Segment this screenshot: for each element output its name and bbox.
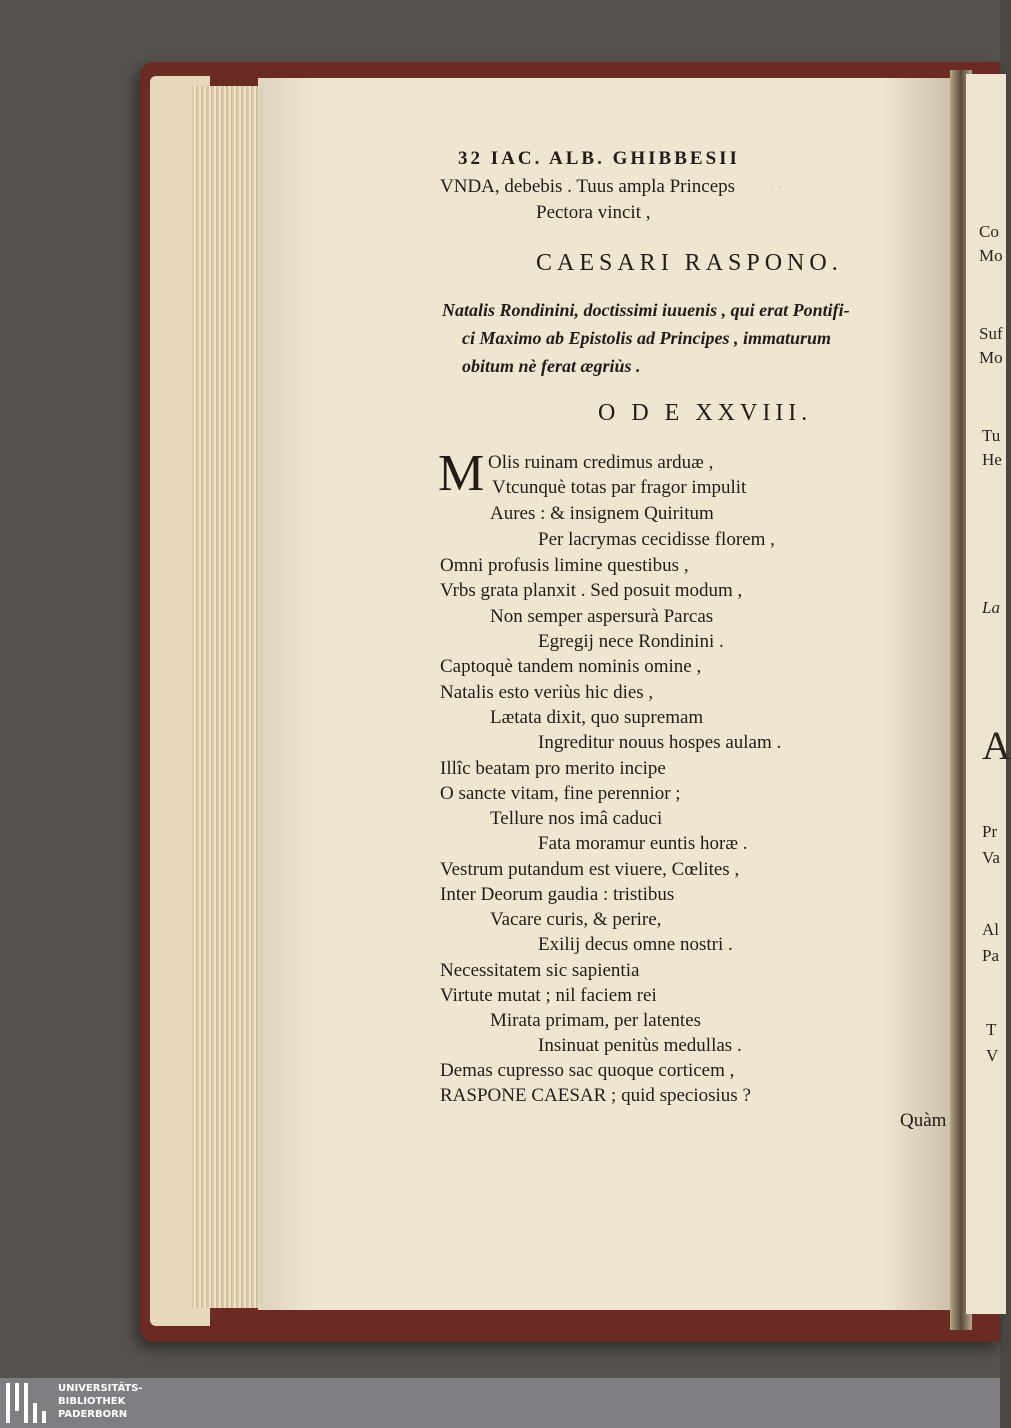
verse-line: Insinuat penitùs medullas .	[538, 1035, 742, 1056]
verse-line: O sancte vitam, fine perennior ;	[440, 783, 681, 804]
page-stack	[192, 86, 264, 1308]
library-logo-icon	[6, 1383, 50, 1423]
verse-line: Lætata dixit, quo supremam	[490, 707, 704, 728]
verse-line: Vacare curis, & perire,	[490, 909, 662, 930]
verse-line: Vtcunquè totas par fragor impulit	[492, 477, 747, 498]
verse-line: Exilij decus omne nostri .	[538, 934, 733, 955]
facing-page-fragment: T	[986, 1020, 997, 1039]
facing-page-fragment: Tu	[982, 426, 1001, 445]
verse-line: RASPONE CAESAR ; quid speciosius ?	[440, 1085, 751, 1106]
carryover-line: Pectora vincit ,	[536, 202, 651, 223]
facing-page-fragment: Va	[982, 848, 1000, 867]
facing-page-fragment: Al	[982, 920, 999, 939]
facing-page-fragment: Pa	[982, 946, 999, 965]
verse-line: Mirata primam, per latentes	[490, 1010, 702, 1031]
verse-line: Vrbs grata planxit . Sed posuit modum ,	[440, 580, 743, 601]
verse-line: Necessitatem sic sapientia	[440, 960, 640, 981]
verse-line: Illîc beatam pro merito incipe	[440, 758, 666, 779]
verse-line: Demas cupresso sac quoque corticem ,	[440, 1060, 735, 1081]
library-name	[58, 1382, 143, 1421]
verse-line: Fata moramur euntis horæ .	[538, 833, 748, 854]
verse-line: Vestrum putandum est viuere, Cœlites ,	[440, 859, 740, 880]
poem-dedication-title: CAESARI RASPONO.	[536, 250, 843, 276]
library-footer	[0, 1378, 1000, 1428]
verse-line: Natalis esto veriùs hic dies ,	[440, 682, 654, 703]
library-name-line: UNIVERSITÄTS-	[58, 1383, 143, 1394]
facing-page-fragment: A	[982, 723, 1011, 768]
ode-title: O D E XXVIII.	[598, 400, 813, 426]
facing-page-fragment: Mo	[979, 348, 1003, 367]
carryover-line: VNDA, debebis . Tuus ampla Princeps	[440, 176, 736, 197]
verse-line: Captoquè tandem nominis omine ,	[440, 656, 702, 677]
verse-line: Omni profusis limine questibus ,	[440, 555, 689, 576]
library-name-line: PADERBORN	[58, 1409, 128, 1420]
verse-line: Olis ruinam credimus arduæ ,	[488, 452, 714, 473]
facing-page-fragment: Suf	[979, 324, 1003, 343]
facing-page-fragment: Mo	[979, 246, 1003, 265]
facing-page-fragment: He	[982, 450, 1002, 469]
running-head: 32 IAC. ALB. GHIBBESII	[458, 148, 740, 169]
verse-line: Tellure nos imâ caduci	[490, 808, 663, 829]
facing-page-fragment: Pr	[982, 822, 998, 841]
argument-line: ci Maximo ab Epistolis ad Principes , immaturum	[462, 328, 832, 348]
verse-line: Aures : & insignem Quiritum	[490, 503, 714, 524]
argument-line: obitum nè ferat ægriùs .	[462, 356, 641, 376]
verse-line: Virtute mutat ; nil faciem rei	[440, 985, 657, 1006]
verse-line: Non semper aspersurà Parcas	[490, 606, 714, 627]
drop-cap: M	[438, 445, 485, 502]
facing-page-fragment: La	[982, 598, 1000, 617]
facing-page-fragment: V	[986, 1046, 999, 1065]
verse-line: Ingreditur nouus hospes aulam .	[538, 732, 782, 753]
verse-line: Per lacrymas cecidisse florem ,	[538, 529, 775, 550]
facing-page-fragment: Co	[979, 222, 999, 241]
library-name-line: BIBLIOTHEK	[58, 1396, 126, 1407]
verse-line: Egregij nece Rondinini .	[538, 631, 724, 652]
argument-line: Natalis Rondinini, doctissimi iuuenis , qui erat Pontifi-	[442, 300, 850, 320]
verse-line: Inter Deorum gaudia : tristibus	[440, 884, 675, 905]
bleed-through: · · ·	[760, 180, 783, 196]
catchword: Quàm	[900, 1110, 947, 1131]
